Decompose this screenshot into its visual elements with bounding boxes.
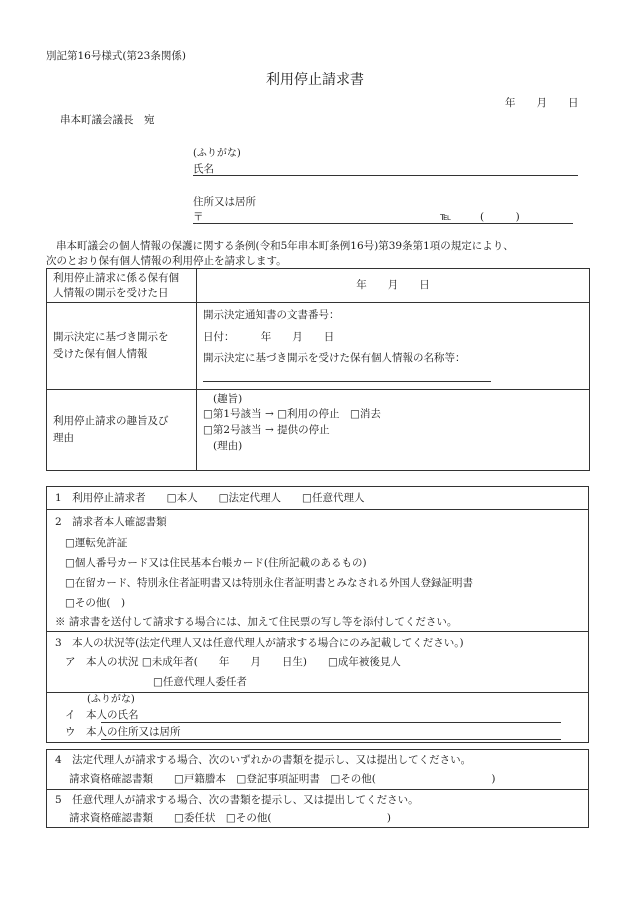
request-date[interactable]: 年 月 日 <box>505 97 579 109</box>
name-field[interactable] <box>193 175 578 176</box>
purpose-heading: (趣旨) <box>213 393 243 405</box>
name-label: 氏名 <box>193 163 214 175</box>
voluntary-agent-title: 5 任意代理人が請求する場合、次の書類を提示し、又は提出してください。 <box>55 794 419 806</box>
principal-name-label: イ 本人の氏名 <box>65 709 139 721</box>
id-option-other[interactable]: □その他( ) <box>65 597 126 609</box>
section-divider <box>47 692 588 693</box>
clause1-option[interactable]: □第1号該当 → □利用の停止 □消去 <box>203 408 381 420</box>
section-principal-status <box>46 631 589 743</box>
purpose-reason-field[interactable] <box>197 390 590 471</box>
postal-mark: 〒 <box>193 211 204 223</box>
principal-furigana-label: (ふりがな) <box>87 694 135 705</box>
info-name-label: 開示決定に基づき開示を受けた保有個人情報の名称等： <box>203 352 466 364</box>
clause2-option[interactable]: □第2号該当 → 提供の停止 <box>203 424 330 436</box>
section-voluntary-agent <box>46 789 589 828</box>
address-label: 住所又は居所 <box>193 196 256 208</box>
requester-type-options[interactable]: 1 利用停止請求者 □本人 □法定代理人 □任意代理人 <box>55 492 365 504</box>
addressee: 串本町議会議長 宛 <box>60 114 155 126</box>
section-requester <box>46 486 589 510</box>
legal-agent-title: 4 法定代理人が請求する場合、次のいずれかの書類を提示し、又は提出してください。 <box>55 754 472 766</box>
notice-date-label: 日付： 年 月 日 <box>203 331 335 343</box>
page-title: 利用停止請求書 <box>266 72 364 88</box>
principal-status-options[interactable]: ア 本人の状況 □未成年者( 年 月 日生) □成年被後見人 <box>65 656 401 668</box>
principal-address-label: ウ 本人の住所又は居所 <box>65 726 181 738</box>
intro-line-1: 串本町議会の個人情報の保護に関する条例(令和5年串本町条例16号)第39条第1項の規定により、 <box>56 240 514 252</box>
furigana-label: (ふりがな) <box>193 148 241 159</box>
info-name-underline <box>203 381 491 382</box>
purpose-reason-label: 利用停止請求の趣旨及び 理由 <box>47 390 197 471</box>
tel-field[interactable]: ( ) <box>480 211 520 223</box>
principal-status-title: 3 本人の状況等(法定代理人又は任意代理人が請求する場合にのみ記載してください。) <box>55 637 464 649</box>
disclosed-info-label: 開示決定に基づき開示を 受けた保有個人情報 <box>47 303 197 390</box>
id-documents-title: 2 請求者本人確認書類 <box>55 516 167 528</box>
disclosed-info-field[interactable] <box>197 303 590 390</box>
principal-delegator-option[interactable]: □任意代理人委任者 <box>153 676 247 688</box>
request-table <box>46 268 590 471</box>
id-option-mynumber[interactable]: □個人番号カード又は住民基本台帳カード(住所記載のあるもの) <box>65 557 367 569</box>
disclosure-date-field[interactable]: 年 月 日 <box>197 269 590 303</box>
section-legal-agent <box>46 749 589 790</box>
disclosure-date-label: 利用停止請求に係る保有個 人情報の開示を受けた日 <box>47 269 197 303</box>
section-id-documents <box>46 509 589 632</box>
tel-label: ℡ <box>440 211 452 223</box>
id-option-residence-card[interactable]: □在留カード、特別永住者証明書又は特別永住者証明書とみなされる外国人登録証明書 <box>65 577 473 589</box>
reason-heading: (理由) <box>213 440 243 452</box>
legal-agent-documents[interactable]: 請求資格確認書類 □戸籍謄本 □登記事項証明書 □その他( ) <box>69 773 496 785</box>
document-number-label: 開示決定通知書の文書番号： <box>203 309 340 321</box>
id-documents-note: ※ 請求書を送付して請求する場合には、加えて住民票の写し等を添付してください。 <box>55 616 458 628</box>
form-reference: 別記第16号様式(第23条関係) <box>46 50 186 62</box>
id-option-license[interactable]: □運転免許証 <box>65 537 128 549</box>
principal-address-field[interactable] <box>101 739 561 740</box>
principal-name-field[interactable] <box>101 722 561 723</box>
voluntary-agent-documents[interactable]: 請求資格確認書類 □委任状 □その他( ) <box>69 812 392 824</box>
intro-line-2: 次のとおり保有個人情報の利用停止を請求します。 <box>46 255 287 267</box>
